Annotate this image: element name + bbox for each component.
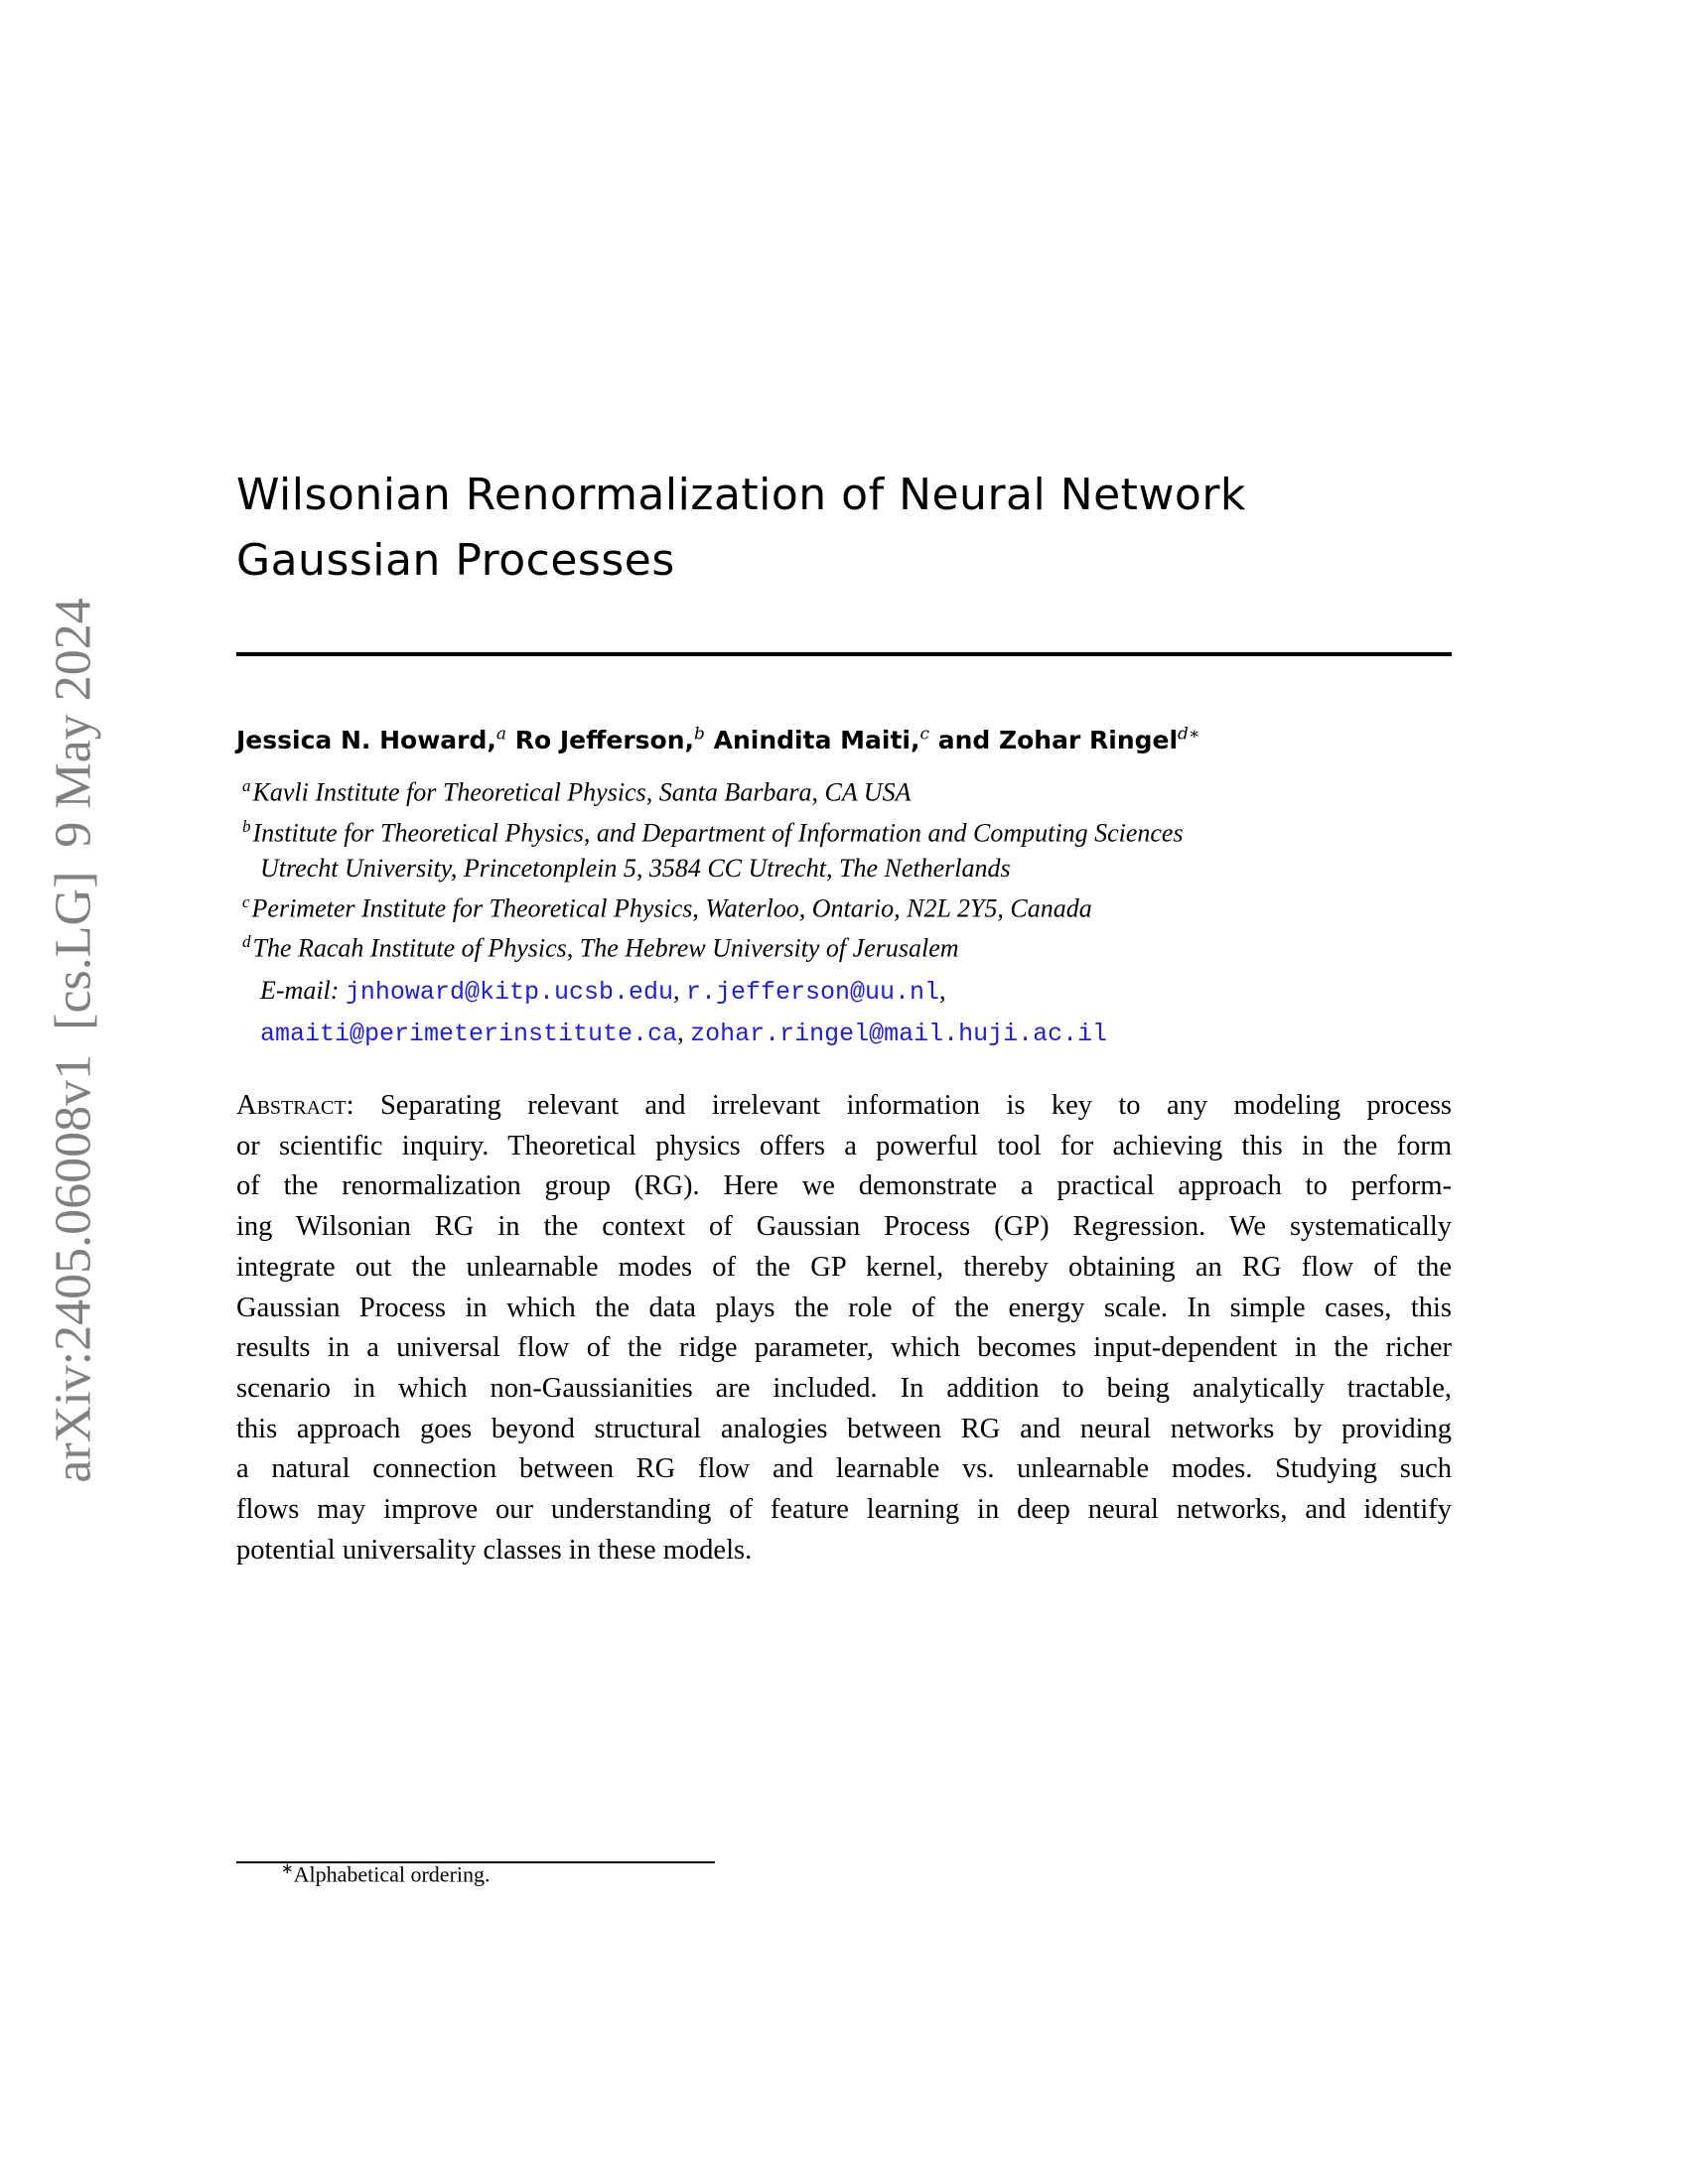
abstract-line: Abstract: Separating relevant and irrelevant information is key to any modeling process [236,1090,1453,1121]
arxiv-date: 9 May 2024 [45,598,102,848]
affiliation-c: $^c$Perimeter Institute for Theoretical Physics, Waterloo, Ontario, N2L 2Y5, Canada [242,892,1092,923]
affiliation-b-line2: Utrecht University, Princetonplein 5, 3584 CC Utrecht, The Netherlands [260,854,1011,883]
author: Anindita Maiti,$^c$ [713,725,930,755]
email-link-maiti[interactable]: amaiti@perimeterinstitute.ca [260,1020,678,1048]
footnote: ∗Alphabetical ordering. [281,1861,491,1887]
abstract-line: Gaussian Process in which the data plays the role of the energy scale. In simple cases, this [236,1292,1452,1323]
email-line-2: amaiti@perimeterinstitute.ca, zohar.ringel@mail.huji.ac.il [260,1018,1108,1048]
author-list [236,725,1452,754]
abstract-line: potential universality classes in these models. [236,1534,753,1566]
arxiv-stamp [45,598,103,1482]
email-link-jefferson[interactable]: r.jefferson@uu.nl [685,978,940,1007]
affiliation-b: $^b$Institute for Theoretical Physics, and Department of Information and Computing Sciences [242,817,1184,848]
paper-title [236,463,1452,594]
email-label: E-mail: [260,976,340,1005]
abstract-line: scenario in which non-Gaussianities are included. In addition to being analytically tractable, [236,1372,1452,1404]
author: Ro Jefferson,$^b$ [514,725,705,755]
title-line-2: Gaussian Processes [236,535,675,586]
abstract-line: or scientific inquiry. Theoretical physics offers a powerful tool for achieving this in the form [236,1130,1452,1161]
email-link-ringel[interactable]: zohar.ringel@mail.huji.ac.il [690,1020,1108,1048]
author: Jessica N. Howard,$^a$ [236,725,507,755]
abstract-label: Abstract: [236,1090,354,1121]
author: and Zohar Ringel$^{d∗}$ [937,725,1200,755]
email-line-1: E-mail: jnhoward@kitp.ucsb.edu, r.jefferson@uu.nl, [260,976,946,1007]
abstract-line: ing Wilsonian RG in the context of Gaussian Process (GP) Regression. We systematically [236,1211,1452,1243]
abstract-line: flows may improve our understanding of feature learning in deep neural networks, and identify [236,1494,1452,1526]
title-line-1: Wilsonian Renormalization of Neural Network [236,470,1246,520]
abstract-line: integrate out the unlearnable modes of the GP kernel, thereby obtaining an RG flow of the [236,1251,1452,1283]
email-link-howard[interactable]: jnhoward@kitp.ucsb.edu [345,978,673,1007]
abstract-line: of the renormalization group (RG). Here we demonstrate a practical approach to perform- [236,1170,1452,1202]
affiliation-d: $^d$The Racah Institute of Physics, The Hebrew University of Jerusalem [242,932,959,963]
abstract-line: results in a universal flow of the ridge parameter, which becomes input-dependent in the richer [236,1332,1452,1364]
abstract [236,1086,1452,1570]
affiliation-a: $^a$Kavli Institute for Theoretical Physics, Santa Barbara, CA USA [242,776,912,807]
arxiv-id: arXiv:2405.06008v1 [45,1053,102,1483]
abstract-line: a natural connection between RG flow and learnable vs. unlearnable modes. Studying such [236,1453,1452,1485]
title-rule [236,652,1452,656]
arxiv-category: [cs.LG] [45,871,102,1030]
abstract-line: this approach goes beyond structural analogies between RG and neural networks by providing [236,1413,1452,1444]
